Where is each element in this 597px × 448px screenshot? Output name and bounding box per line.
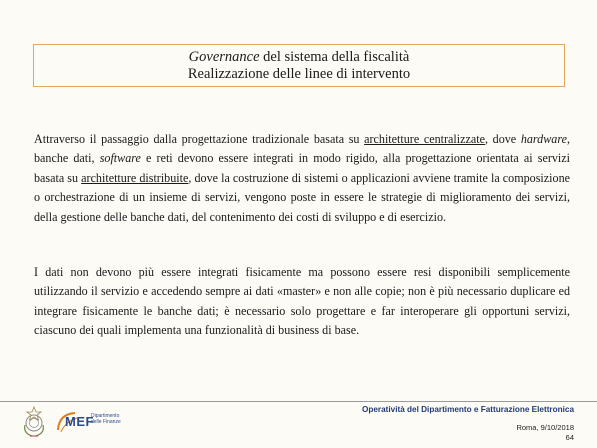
mef-department-label xyxy=(91,413,125,425)
paragraph-data-services: I dati non devono più essere integrati fisicamente ma possono essere resi disponibili semplicemente utilizzando il servizio e accedendo sempre ai dati «master» e non alle copie; non è più necessario duplicare ed integrare fisicamente le banche dati; è necessario solo progettare e far interoperare gli opportuni servizi, ciascuno dei quali implementa una funzionalità di business di base. xyxy=(34,265,570,338)
italic-term: hardware xyxy=(520,132,567,146)
mef-logo-text: MEF xyxy=(65,414,94,429)
footer-divider xyxy=(0,401,597,402)
underlined-term: architetture distribuite xyxy=(81,170,189,185)
paragraph-text: e reti devono essere integrati in modo rigido, alla progettazione orientata ai servizi basata su xyxy=(34,151,571,185)
slide-title-rest: del sistema della fiscalità xyxy=(259,49,410,65)
italian-republic-emblem-icon xyxy=(22,405,46,438)
paragraph-architectures xyxy=(34,130,570,227)
page-number: 64 xyxy=(565,433,574,442)
footer-date: Roma, 9/10/2018 xyxy=(516,423,574,432)
footer-title: Operatività del Dipartimento e Fatturazione Elettronica xyxy=(361,405,574,414)
mef-department-line-1: Dipartimento xyxy=(91,413,120,419)
paragraph-text: , banche dati, xyxy=(34,132,570,166)
slide-title-line-1 xyxy=(34,49,564,66)
italic-term: software xyxy=(99,151,141,166)
paragraph-text: Attraverso il passaggio dalla progettazione tradizionale basata su xyxy=(34,132,365,146)
paragraph-text: , dove xyxy=(484,132,521,146)
paragraph-text: , dove la costruzione di sistemi o applicazioni avviene tramite la composizione o orchestrazione di un insieme di servizi, vengono poste in essere le strategie di miglioramento dei servizi, della gestione delle banche dati, del contenimento dei costi di sviluppo e di esercizio. xyxy=(34,170,570,224)
slide-title-box xyxy=(33,44,565,87)
underlined-term: architetture centralizzate xyxy=(364,132,485,146)
slide-title-italic: Governance xyxy=(188,49,260,65)
mef-department-line-2: delle Finanze xyxy=(91,419,121,425)
slide-subtitle: Realizzazione delle linee di intervento xyxy=(187,66,411,82)
